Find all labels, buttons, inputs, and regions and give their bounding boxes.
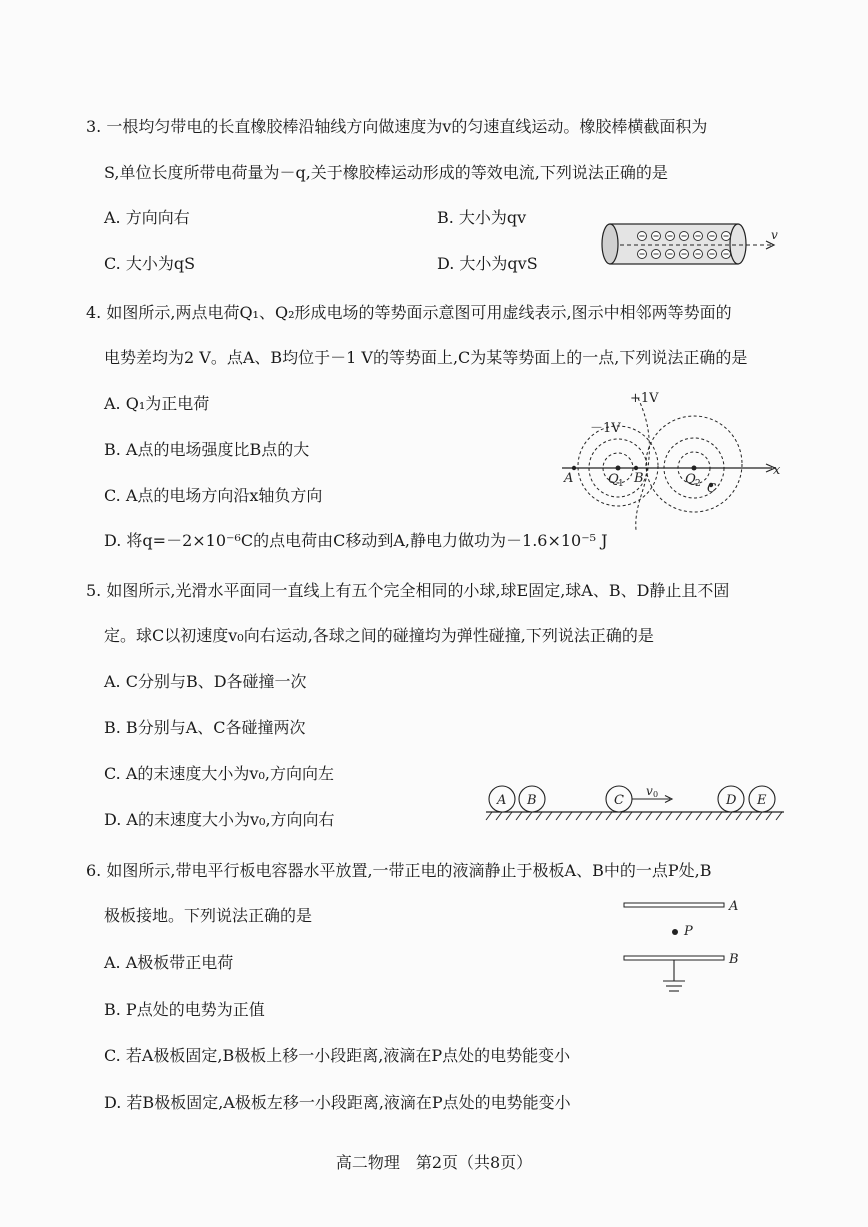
q5-option-c: C. A的末速度大小为v₀,方向向左 <box>104 764 334 783</box>
q4-stem-line1: 4. 如图所示,两点电荷Q₁、Q₂形成电场的等势面示意图可用虚线表示,图示中相邻两等势面的 <box>86 303 732 322</box>
point-a-dot <box>572 466 576 470</box>
label-q1-sub: 1 <box>618 479 624 489</box>
point-p-dot <box>672 929 678 935</box>
ball-b-label: B <box>527 793 537 808</box>
q3-option-d: D. 大小为qvS <box>437 254 538 273</box>
q6-option-a: A. A极板带正电荷 <box>104 953 234 972</box>
q6-stem-line2: 极板接地。下列说法正确的是 <box>104 906 313 925</box>
plate-a <box>624 903 724 907</box>
plate-a-label: A <box>729 899 739 914</box>
q5-option-a: A. C分别与B、D各碰撞一次 <box>104 672 307 691</box>
rod-right-end <box>730 224 746 264</box>
q6-option-c: C. 若A极板固定,B极板上移一小段距离,液滴在P点处的电势能变小 <box>104 1046 571 1065</box>
q5-stem-line1: 5. 如图所示,光滑水平面同一直线上有五个完全相同的小球,球E固定,球A、B、D静止且不固 <box>86 581 730 600</box>
q4-stem-line2: 电势差均为2 V。点A、B均位于－1 V的等势面上,C为某等势面上的一点,下列说法正确的是 <box>104 348 748 367</box>
velocity-label: v <box>771 228 778 242</box>
label-x: x <box>773 463 781 478</box>
q5-stem-line2: 定。球C以初速度v₀向右运动,各球之间的碰撞均为弹性碰撞,下列说法正确的是 <box>104 626 654 645</box>
page-footer: 高二物理 第2页（共8页） <box>335 1153 533 1172</box>
label-a: A <box>564 471 574 486</box>
q3-option-b: B. 大小为qv <box>437 208 527 227</box>
label-q1: Q <box>608 472 619 487</box>
equipotential-lines <box>578 398 742 530</box>
q5-option-b: B. B分别与A、C各碰撞两次 <box>104 718 306 737</box>
ball-d-label: D <box>726 793 737 808</box>
v0-label-sub: 0 <box>653 790 659 799</box>
q4-option-a: A. Q₁为正电荷 <box>104 394 210 413</box>
label-b: B <box>634 471 644 486</box>
point-p-label: P <box>684 924 693 939</box>
label-q2: Q <box>685 472 696 487</box>
q4-option-d: D. 将q=－2×10⁻⁶C的点电荷由C移动到A,静电力做功为－1.6×10⁻⁵ J <box>104 531 608 550</box>
q5-option-d: D. A的末速度大小为v₀,方向向右 <box>104 810 335 829</box>
q3-stem-line2: S,单位长度所带电荷量为－q,关于橡胶棒运动形成的等效电流,下列说法正确的是 <box>104 163 668 182</box>
q1-dot <box>616 466 621 471</box>
equipotential-figure <box>556 388 788 536</box>
plate-b <box>624 956 724 960</box>
rod-body <box>610 224 738 264</box>
ground-hatching <box>486 812 782 820</box>
q6-option-b: B. P点处的电势为正值 <box>104 1000 265 1019</box>
ball-e-label: E <box>757 793 767 808</box>
q2-dot <box>692 466 697 471</box>
rod-left-end <box>602 224 618 264</box>
q3-option-a: A. 方向向右 <box>104 208 190 227</box>
plus-1v-label: +1V <box>630 391 659 406</box>
plate-b-label: B <box>729 952 739 967</box>
q3-stem-line1: 3. 一根均匀带电的长直橡胶棒沿轴线方向做速度为v的匀速直线运动。橡胶棒横截面积为 <box>86 117 708 136</box>
q4-option-c: C. A点的电场方向沿x轴负方向 <box>104 486 323 505</box>
label-q2-sub: 2 <box>695 479 701 489</box>
capacitor-figure <box>618 893 748 1001</box>
q6-option-d: D. 若B极板固定,A极板左移一小段距离,液滴在P点处的电势能变小 <box>104 1093 571 1112</box>
q4-option-b: B. A点的电场强度比B点的大 <box>104 440 310 459</box>
label-c: C <box>707 481 717 495</box>
rubber-rod-figure <box>600 212 790 272</box>
v0-label: v <box>646 784 653 798</box>
minus-1v-label: －1V <box>590 421 621 436</box>
point-b-dot <box>634 466 638 470</box>
balls-figure <box>484 780 788 830</box>
ball-c-label: C <box>614 793 624 808</box>
ball-a-label: A <box>497 793 507 808</box>
q3-option-c: C. 大小为qS <box>104 254 196 273</box>
q6-stem-line1: 6. 如图所示,带电平行板电容器水平放置,一带正电的液滴静止于极板A、B中的一点P处,B <box>86 861 712 880</box>
